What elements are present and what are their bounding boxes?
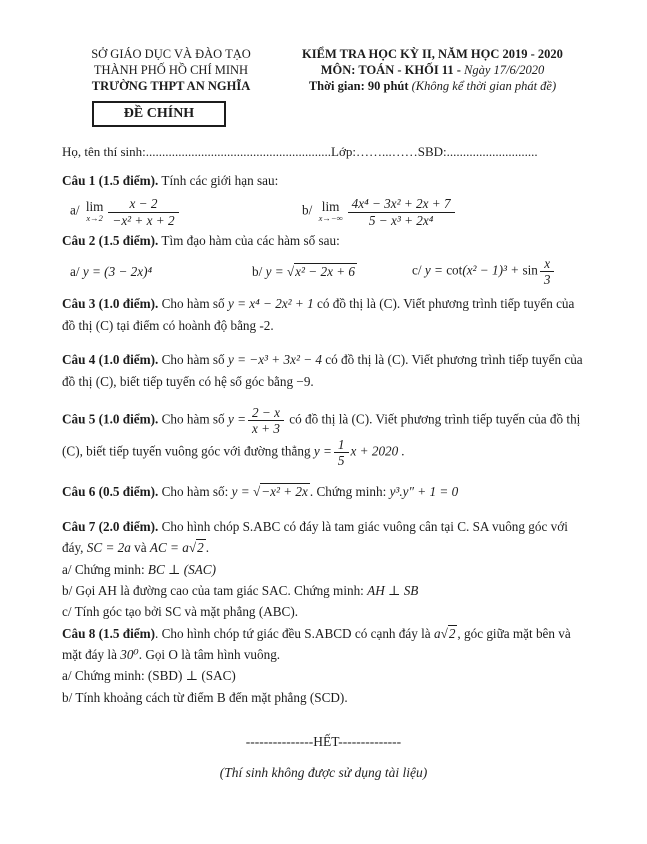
question-3 [62, 293, 585, 336]
q3-text-2: có đồ thị là (C). Viết phương trình tiếp tuyến của đồ thị (C) tại điểm có hoành độ bằng -2. [62, 296, 575, 333]
header-right-block [280, 46, 585, 127]
q2b-lhs: y = [265, 264, 284, 280]
q7-sqrt [189, 539, 206, 555]
question-7 [62, 516, 585, 623]
q5-text-1: Cho hàm số [161, 412, 225, 428]
question-2-formulas [62, 256, 585, 287]
question-1b [302, 196, 457, 227]
q7b-math: AH ⊥ SB [367, 582, 419, 598]
q4-function: y = −x³ + 3x² − 4 [227, 352, 322, 368]
question-6-title: Câu 6 (0.5 điểm). [62, 484, 159, 500]
question-2-title: Câu 2 (1.5 điểm). [62, 232, 159, 248]
q1b-lim-word: lim [321, 199, 340, 215]
q8b-text: b/ Tính khoảng cách từ điểm B đến mặt phẳng (SCD). [62, 689, 348, 705]
question-7b [62, 580, 585, 601]
exam-date: Ngày 17/6/2020 [464, 63, 545, 77]
question-1-heading [62, 170, 585, 191]
q1b-fraction [348, 196, 455, 227]
q6-sqrt [253, 483, 310, 499]
q7-dot: . [205, 540, 209, 556]
q2b-radicand: x² − 2x + 6 [295, 264, 356, 280]
q5-line-rest: x + 2020 . [350, 443, 405, 459]
q1b-label: b/ [302, 203, 313, 219]
exam-code-box: ĐỀ CHÍNH [92, 101, 226, 127]
q6-lhs: y = [231, 484, 250, 500]
question-2-heading [62, 230, 585, 251]
sbd-dots: ............................ [446, 144, 538, 159]
q5-lhs: y = [227, 412, 247, 428]
question-7c [62, 601, 585, 622]
q1a-limit [86, 200, 104, 223]
q7b-text: b/ Gọi AH là đường cao của tam giác SAC. Chứng minh: [62, 582, 364, 598]
question-6 [62, 481, 585, 502]
subject-bold: MÔN: TOÁN - KHỐI 11 - [320, 63, 461, 77]
q7a-text: a/ Chứng minh: [62, 561, 145, 577]
q7-sc: SC = 2a [86, 540, 131, 556]
subject-line [280, 62, 585, 78]
q8-text-3: . Gọi O là tâm hình vuông. [138, 647, 281, 662]
q6-radicand: −x² + 2x [261, 484, 308, 500]
q5-line-denominator: 5 [337, 452, 345, 468]
student-name-dots: ......................................................... [145, 144, 332, 159]
q1b-lim-sub: x→−∞ [318, 213, 343, 224]
q5-line-lhs: y = [313, 443, 332, 459]
q1b-denominator: 5 − x³ + 2x⁴ [368, 212, 434, 228]
duration-note: (Không kể thời gian phát đề) [411, 79, 557, 93]
q2c-fraction [540, 256, 555, 287]
question-8 [62, 623, 585, 709]
q2a-expression: y = (3 − 2x)⁴ [82, 264, 153, 280]
q2c-lhs: y = [424, 262, 443, 278]
q6-text-1: Cho hàm số: [161, 484, 229, 500]
q1b-numerator: 4x⁴ − 3x² + 2x + 7 [348, 196, 455, 212]
question-1-title: Câu 1 (1.5 điểm). [62, 173, 159, 188]
q2c-sin: sin [522, 262, 538, 278]
q8-text-1: . Cho hình chóp tứ giác đều S.ABCD có cạnh đáy là [155, 625, 431, 641]
q7c-text: c/ Tính góc tạo bởi SC và mặt phẳng (ABC). [62, 604, 299, 620]
q1b-limit [319, 200, 343, 223]
sqrt-sign-icon: √ [286, 264, 295, 280]
q6-claim: y³.y″ + 1 = 0 [389, 484, 459, 500]
q7-radicand: 2 [197, 540, 204, 556]
q7-text-2: và [134, 540, 147, 556]
header [62, 46, 585, 127]
q5-numerator: 2 − x [248, 405, 284, 421]
q8-text-2: , góc giữa mặt bên và mặt đáy là [62, 625, 571, 662]
question-2-intro: Tìm đạo hàm của các hàm số sau: [161, 232, 340, 248]
q8-sqrt [441, 625, 458, 641]
q2a-label: a/ [70, 264, 80, 280]
q7-text-1: Cho hình chóp S.ABC có đáy là tam giác vuông cân tại C. SA vuông góc với đáy, [62, 518, 568, 556]
q1a-lim-word: lim [85, 199, 104, 215]
question-1 [62, 170, 585, 228]
q5-fraction [248, 405, 284, 436]
question-1-intro: Tính các giới hạn sau: [161, 173, 279, 188]
question-1-formulas [62, 196, 585, 227]
q2c-cot: cot [446, 262, 463, 278]
question-2a [62, 261, 252, 282]
q4-text-2: có đồ thị là (C). Viết phương trình tiếp tuyến của đồ thị (C), biết tiếp tuyến có hệ số góc bằng −9. [62, 352, 583, 389]
duration-bold: Thời gian: 90 phút [308, 79, 409, 93]
class-label: Lớp: [331, 144, 356, 159]
question-8b [62, 687, 585, 708]
q2c-denominator: 3 [543, 272, 551, 288]
question-4-title: Câu 4 (1.0 điểm). [62, 352, 159, 368]
q1a-denominator: −x² + x + 2 [112, 212, 175, 228]
q1a-fraction [108, 196, 178, 227]
question-8-statement [62, 623, 585, 666]
q2c-mid: (x² − 1)³ + [462, 262, 520, 278]
q2c-label: c/ [412, 262, 422, 278]
q3-text-1: Cho hàm số [161, 296, 225, 312]
q1a-numerator: x − 2 [108, 196, 178, 212]
school-name: TRƯỜNG THPT AN NGHĨA [91, 79, 251, 93]
question-5-title: Câu 5 (1.0 điểm). [62, 412, 159, 428]
exam-title: KIỂM TRA HỌC KỲ II, NĂM HỌC 2019 - 2020 [302, 47, 563, 61]
q8a-text: a/ Chứng minh: (SBD) ⊥ (SAC) [62, 668, 236, 684]
q8-side: a [433, 625, 441, 641]
sbd-label: SBD: [417, 144, 447, 159]
q2c-numerator: x [540, 256, 555, 272]
q1a-label: a/ [70, 203, 80, 219]
q5-denominator: x + 3 [252, 421, 280, 437]
department-line1: SỞ GIÁO DỤC VÀ ĐÀO TẠO [91, 47, 251, 61]
q5-text-2: có đồ thị là (C). Viết phương trình tiếp tuyến của đồ thị (C), biết tiếp tuyến vuông góc với đường thẳng [62, 412, 581, 459]
q4-text-1: Cho hàm số [161, 352, 225, 368]
question-8a [62, 665, 585, 686]
question-7-statement [62, 516, 585, 559]
question-7a [62, 559, 585, 580]
sqrt-sign-icon: √ [440, 625, 448, 641]
department-line2: THÀNH PHỐ HỒ CHÍ MINH [93, 63, 249, 77]
q2b-label: b/ [252, 264, 263, 280]
question-2c [412, 256, 556, 287]
question-3-title: Câu 3 (1.0 điểm). [62, 296, 159, 312]
question-1a [62, 196, 302, 227]
q8-radicand: 2 [448, 625, 456, 641]
q3-function: y = x⁴ − 2x² + 1 [227, 296, 314, 312]
q1a-lim-sub: x→2 [86, 213, 103, 224]
sqrt-sign-icon: √ [188, 540, 197, 556]
duration-line [280, 78, 585, 94]
footer-note: (Thí sinh không được sử dụng tài liệu) [219, 765, 428, 781]
q6-text-2: . Chứng minh: [309, 484, 387, 500]
question-2 [62, 230, 585, 288]
q7-ac: AC = a [149, 540, 189, 556]
class-dots: ……...…… [355, 144, 418, 159]
header-left-block [62, 46, 280, 127]
q2b-sqrt [287, 263, 357, 279]
student-name-label: Họ, tên thí sinh: [62, 144, 146, 159]
sqrt-sign-icon: √ [252, 484, 261, 500]
q8-angle: 30⁰ [120, 647, 139, 662]
q7a-math: BC ⊥ (SAC) [147, 561, 216, 577]
question-7-title: Câu 7 (2.0 điểm). [62, 518, 159, 534]
question-8-title: Câu 8 (1.5 điểm) [62, 625, 156, 641]
question-2b [252, 261, 412, 282]
question-4 [62, 349, 585, 392]
end-marker: ---------------HẾT-------------- [245, 734, 402, 750]
question-5 [62, 405, 585, 468]
student-info-line [62, 144, 585, 160]
q5-line-numerator: 1 [334, 437, 349, 453]
q5-line-fraction [334, 437, 349, 468]
